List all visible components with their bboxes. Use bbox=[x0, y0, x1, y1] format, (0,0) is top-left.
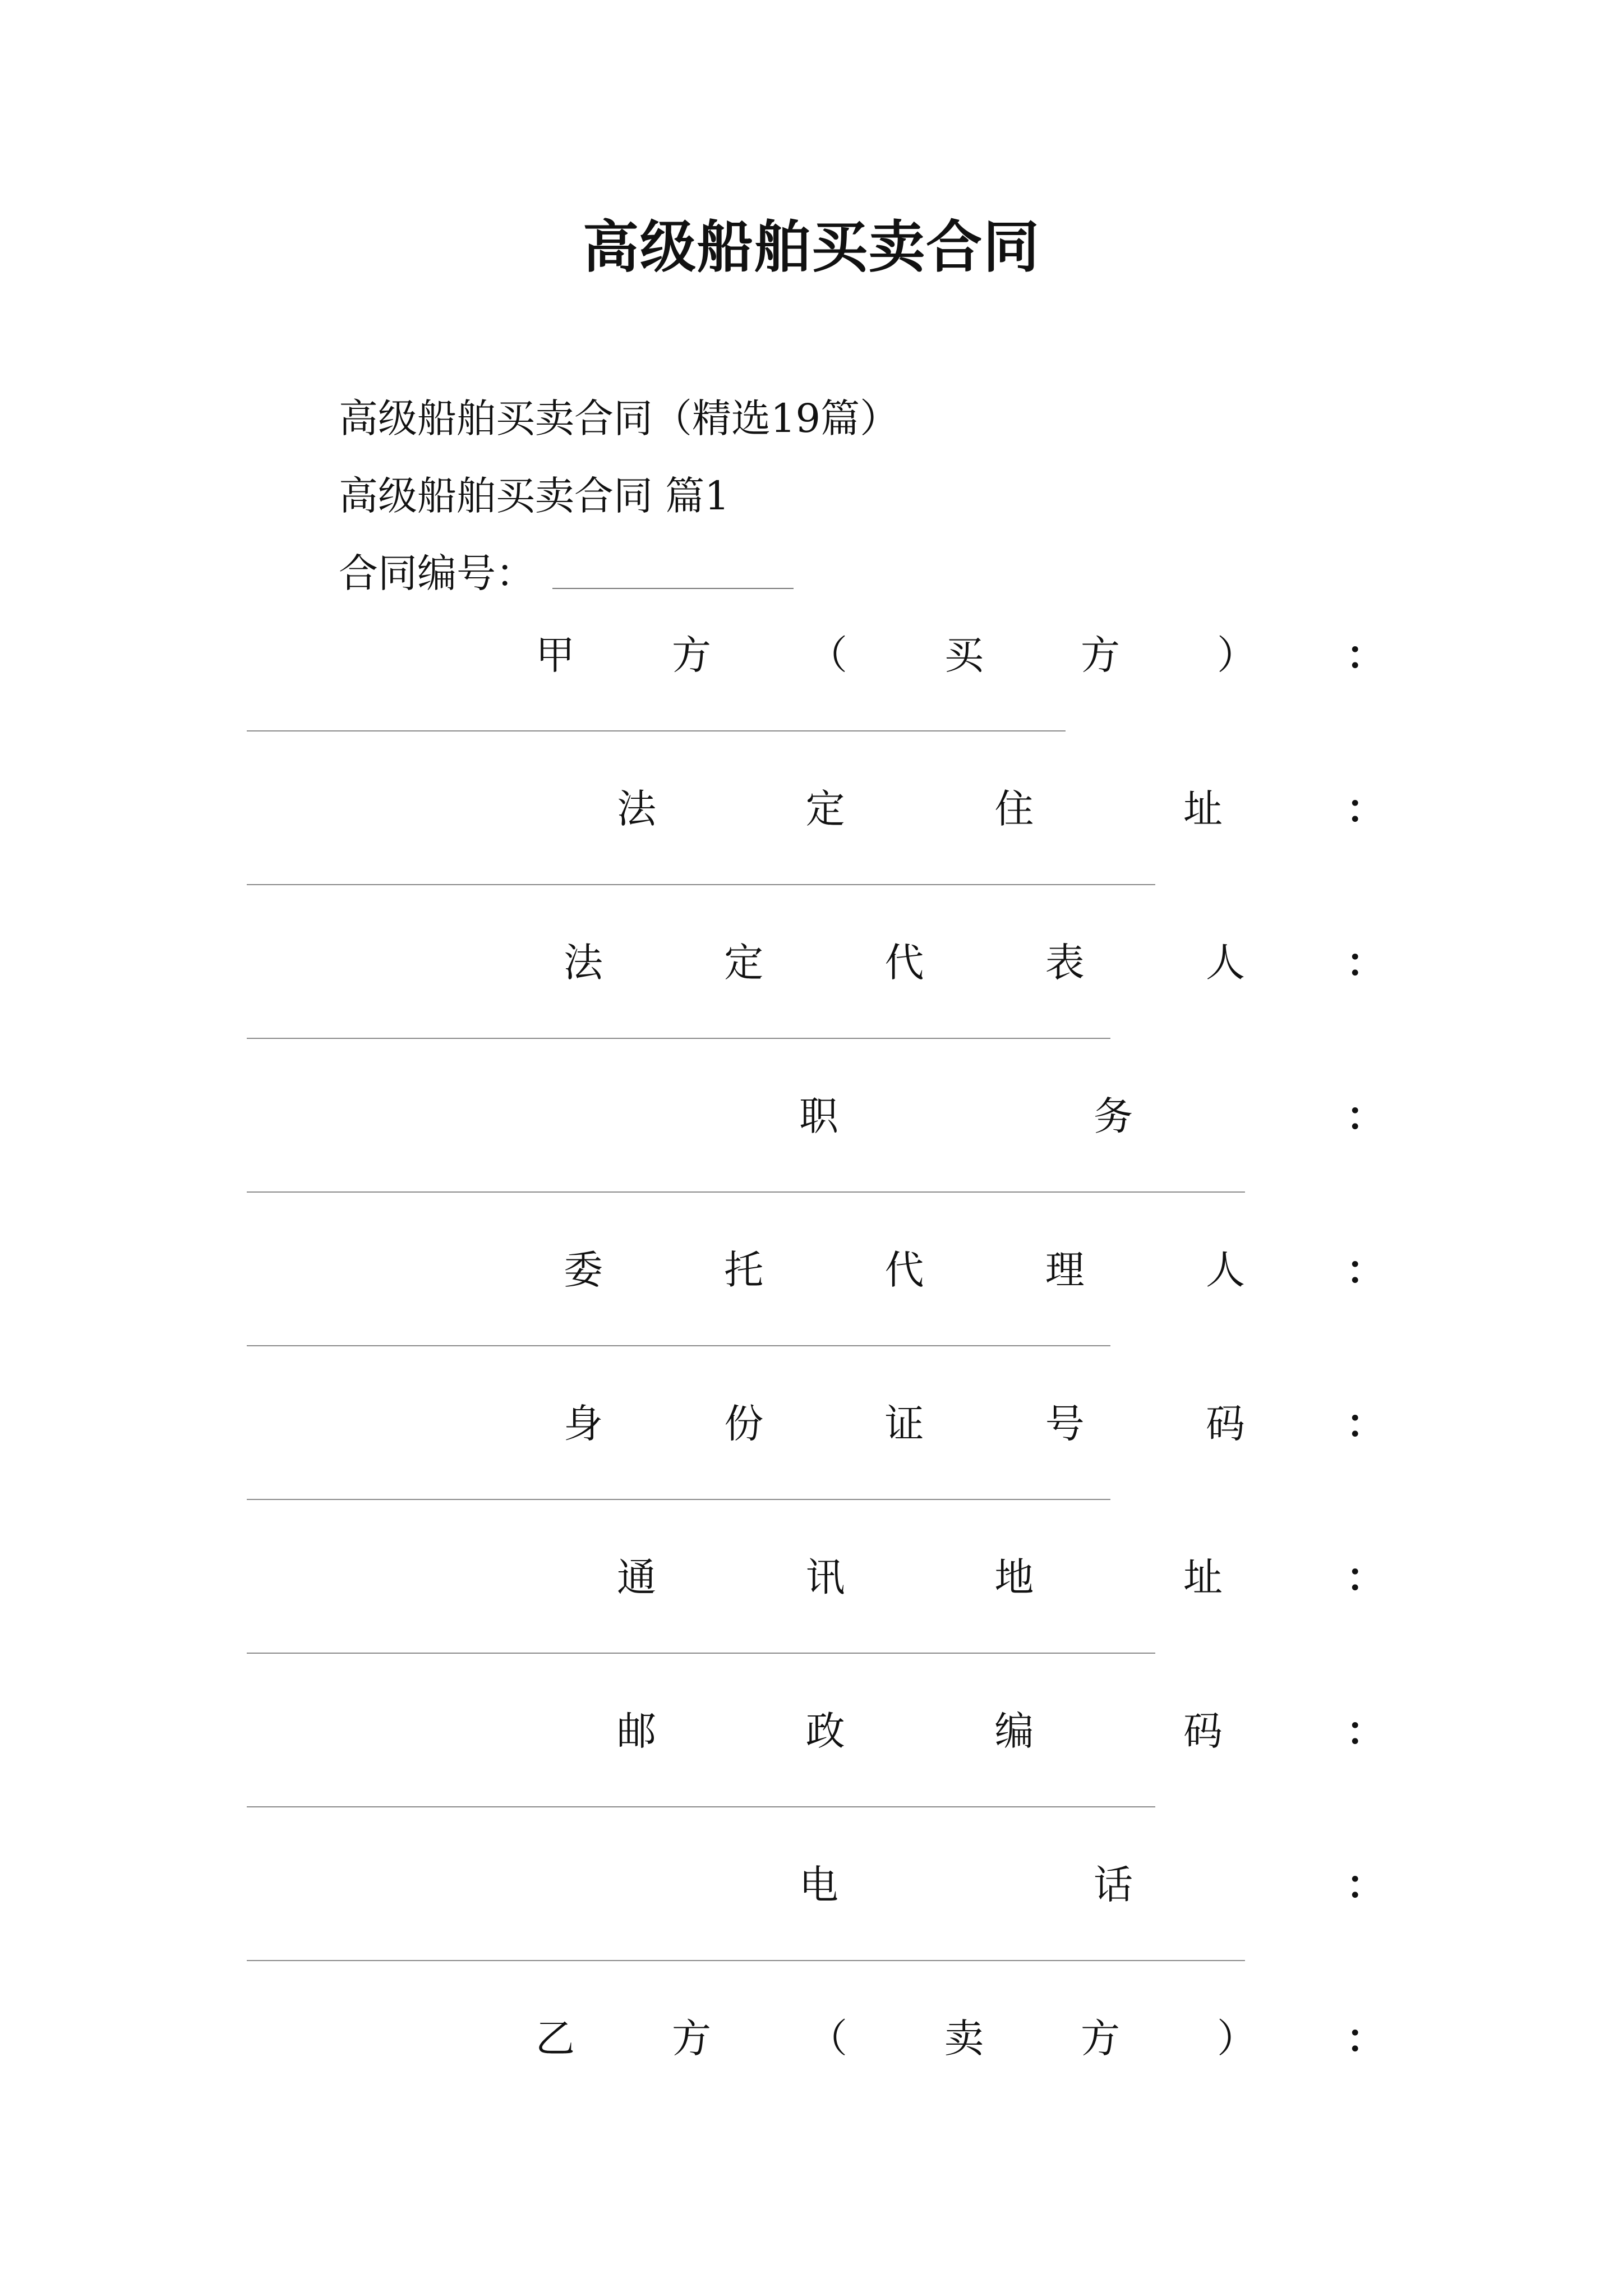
field-label-char: 方 bbox=[1081, 632, 1120, 678]
contract-number-blank bbox=[552, 588, 794, 589]
field-label-char: 证 bbox=[884, 1401, 924, 1447]
field-label-char: 卖 bbox=[944, 2016, 984, 2062]
field-row bbox=[0, 624, 1623, 775]
field-label bbox=[564, 931, 1245, 986]
field-label bbox=[617, 1700, 1223, 1754]
field-label-char: 委 bbox=[564, 1247, 603, 1293]
field-label-char: （ bbox=[808, 632, 847, 678]
field-blank-line bbox=[247, 1038, 1110, 1039]
field-label-char: 定 bbox=[805, 786, 845, 832]
field-label bbox=[617, 1546, 1223, 1600]
field-label-char: 电 bbox=[799, 1862, 838, 1908]
field-row bbox=[0, 1239, 1623, 1390]
document-subtitle: 高级船舶买卖合同（精选19篇） bbox=[339, 395, 900, 441]
field-row bbox=[0, 1085, 1623, 1236]
field-label-char: 务 bbox=[1094, 1093, 1133, 1139]
field-colon: ： bbox=[1346, 632, 1385, 678]
field-colon: ： bbox=[1346, 1861, 1385, 1908]
field-colon: ： bbox=[1346, 1093, 1385, 1139]
field-row bbox=[0, 777, 1623, 929]
field-label-char: 法 bbox=[617, 786, 656, 832]
contract-number-label: 合同编号： bbox=[339, 550, 535, 596]
field-label bbox=[536, 624, 1256, 678]
field-row bbox=[0, 1700, 1623, 1851]
field-label-char: 代 bbox=[884, 1247, 924, 1293]
field-colon: ： bbox=[1346, 2015, 1385, 2062]
field-label bbox=[799, 1085, 1133, 1139]
field-blank-line bbox=[247, 1653, 1155, 1654]
field-label bbox=[536, 2007, 1256, 2062]
field-label-char: 方 bbox=[672, 2016, 711, 2062]
field-label-char: 码 bbox=[1206, 1401, 1245, 1447]
document-title: 高级船舶买卖合同 bbox=[583, 214, 1040, 280]
field-row bbox=[0, 1853, 1623, 2005]
field-label-char: 买 bbox=[944, 632, 984, 678]
field-blank-line bbox=[247, 1806, 1155, 1807]
field-label-char: ） bbox=[1217, 632, 1256, 678]
field-blank-line bbox=[247, 1191, 1245, 1193]
field-colon: ： bbox=[1346, 939, 1385, 986]
field-row bbox=[0, 931, 1623, 1083]
field-label-char: 托 bbox=[724, 1247, 764, 1293]
field-colon: ： bbox=[1346, 1400, 1385, 1447]
field-label-char: 乙 bbox=[536, 2016, 575, 2062]
field-label bbox=[617, 777, 1223, 832]
field-blank-line bbox=[247, 884, 1155, 885]
field-label-char: 址 bbox=[1183, 786, 1223, 832]
field-label-char: 编 bbox=[994, 1708, 1034, 1754]
field-label-char: 表 bbox=[1045, 940, 1085, 986]
field-blank-line bbox=[247, 730, 1066, 731]
field-label-char: （ bbox=[808, 2016, 847, 2062]
field-label-char: 话 bbox=[1094, 1862, 1133, 1908]
field-label-char: 定 bbox=[724, 940, 764, 986]
field-label-char: 职 bbox=[799, 1093, 838, 1139]
field-label bbox=[564, 1239, 1245, 1293]
field-label-char: 理 bbox=[1045, 1247, 1085, 1293]
field-label-char: 代 bbox=[884, 940, 924, 986]
field-label-char: 法 bbox=[564, 940, 603, 986]
field-colon: ： bbox=[1346, 1246, 1385, 1293]
field-label-char: 份 bbox=[724, 1401, 764, 1447]
field-label-char: 址 bbox=[1183, 1554, 1223, 1600]
field-label-char: 甲 bbox=[536, 632, 575, 678]
field-label-char: 号 bbox=[1045, 1401, 1085, 1447]
field-label bbox=[564, 1392, 1245, 1447]
field-label-char: 政 bbox=[805, 1708, 845, 1754]
field-row bbox=[0, 1546, 1623, 1697]
field-label-char: 方 bbox=[672, 632, 711, 678]
field-label-char: 人 bbox=[1206, 940, 1245, 986]
field-row bbox=[0, 2007, 1623, 2159]
section-heading: 高级船舶买卖合同 篇1 bbox=[339, 473, 730, 519]
field-blank-line bbox=[247, 1345, 1110, 1346]
field-label-char: 码 bbox=[1183, 1708, 1223, 1754]
field-label-char: 方 bbox=[1081, 2016, 1120, 2062]
field-blank-line bbox=[247, 1499, 1110, 1500]
field-label-char: 身 bbox=[564, 1401, 603, 1447]
field-row bbox=[0, 1392, 1623, 1544]
field-colon: ： bbox=[1346, 1708, 1385, 1754]
field-label-char: 人 bbox=[1206, 1247, 1245, 1293]
field-label-char: 住 bbox=[994, 786, 1034, 832]
field-label-char: 邮 bbox=[617, 1708, 656, 1754]
field-label-char: 讯 bbox=[805, 1554, 845, 1600]
field-colon: ： bbox=[1346, 785, 1385, 832]
field-label-char: 通 bbox=[617, 1554, 656, 1600]
field-label-char: 地 bbox=[994, 1554, 1034, 1600]
field-label-char: ） bbox=[1217, 2016, 1256, 2062]
field-colon: ： bbox=[1346, 1554, 1385, 1600]
field-blank-line bbox=[247, 1960, 1245, 1961]
field-label bbox=[799, 1853, 1133, 1908]
